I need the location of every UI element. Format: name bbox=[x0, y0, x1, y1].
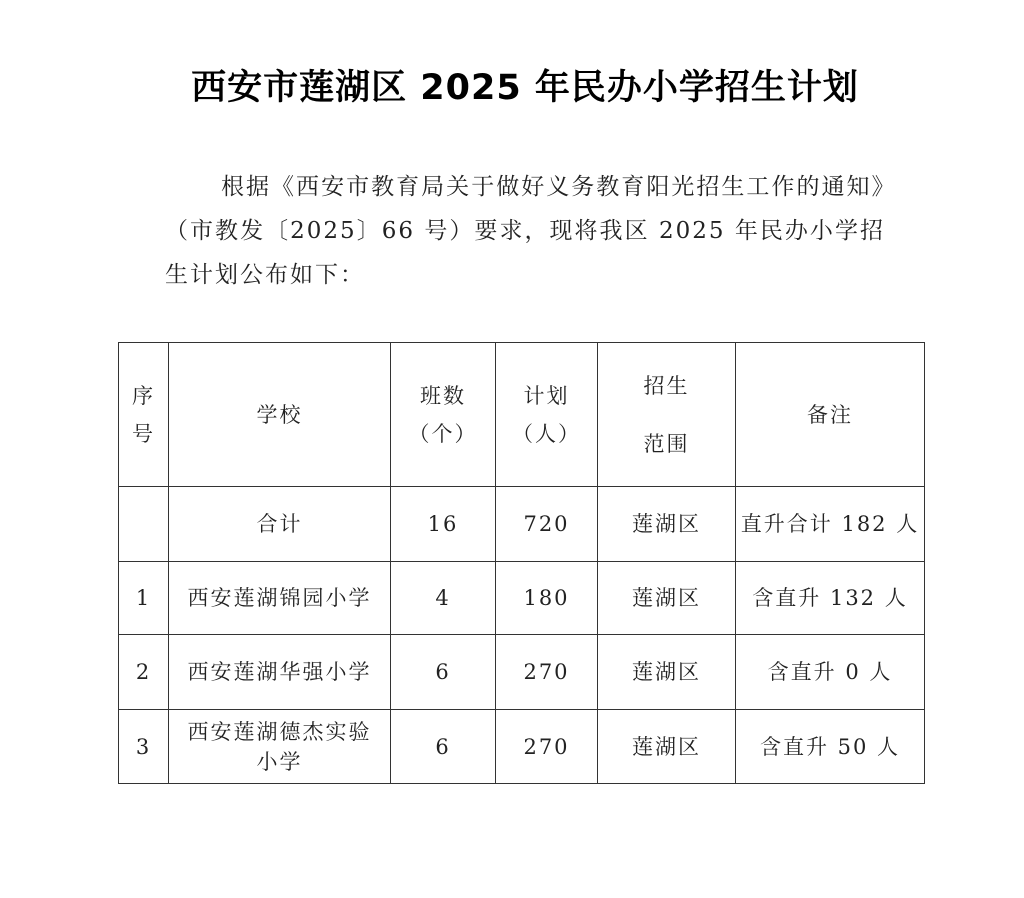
header-index-line2: 号 bbox=[132, 421, 155, 446]
header-range-line1: 招生 bbox=[643, 373, 690, 398]
cell-remark: 直升合计 182 人 bbox=[736, 487, 925, 562]
table-row bbox=[119, 562, 925, 635]
cell-range: 莲湖区 bbox=[598, 710, 736, 784]
cell-remark: 含直升 132 人 bbox=[736, 562, 925, 635]
cell-school: 西安莲湖德杰实验小学 bbox=[169, 710, 391, 784]
cell-plan: 270 bbox=[496, 710, 598, 784]
header-index bbox=[119, 343, 169, 487]
cell-classes: 6 bbox=[391, 635, 496, 710]
cell-index: 1 bbox=[119, 562, 169, 635]
cell-range: 莲湖区 bbox=[598, 487, 736, 562]
cell-classes: 6 bbox=[391, 710, 496, 784]
header-remark bbox=[736, 343, 925, 487]
cell-plan: 720 bbox=[496, 487, 598, 562]
cell-classes: 16 bbox=[391, 487, 496, 562]
table-row-total bbox=[119, 487, 925, 562]
header-classes bbox=[391, 343, 496, 487]
cell-school: 西安莲湖锦园小学 bbox=[169, 562, 391, 635]
cell-school: 西安莲湖华强小学 bbox=[169, 635, 391, 710]
header-range bbox=[598, 343, 736, 487]
table-row bbox=[119, 635, 925, 710]
header-plan bbox=[496, 343, 598, 487]
enrollment-plan-table bbox=[118, 342, 925, 784]
header-plan-line2: （人） bbox=[512, 421, 581, 446]
header-school bbox=[169, 343, 391, 487]
header-range-line2: 范围 bbox=[643, 431, 690, 456]
cell-index bbox=[119, 487, 169, 562]
cell-index: 2 bbox=[119, 635, 169, 710]
header-index-line1: 序 bbox=[132, 383, 155, 408]
intro-paragraph: 根据《西安市教育局关于做好义务教育阳光招生工作的通知》（市教发〔2025〕66 号）要求，现将我区 2025 年民办小学招生计划公布如下： bbox=[165, 174, 885, 288]
cell-plan: 270 bbox=[496, 635, 598, 710]
cell-classes: 4 bbox=[391, 562, 496, 635]
table-header-row bbox=[119, 343, 925, 487]
header-school-label: 学校 bbox=[256, 402, 303, 427]
cell-remark: 含直升 50 人 bbox=[736, 710, 925, 784]
header-remark-label: 备注 bbox=[807, 402, 853, 427]
cell-index: 3 bbox=[119, 710, 169, 784]
cell-range: 莲湖区 bbox=[598, 562, 736, 635]
cell-plan: 180 bbox=[496, 562, 598, 635]
header-plan-line1: 计划 bbox=[523, 383, 570, 408]
document-title: 西安市莲湖区 2025 年民办小学招生计划 bbox=[191, 68, 859, 108]
cell-range: 莲湖区 bbox=[598, 635, 736, 710]
header-classes-line1: 班数 bbox=[420, 383, 466, 408]
table-row bbox=[119, 710, 925, 784]
header-classes-line2: （个） bbox=[408, 421, 478, 446]
cell-school: 合计 bbox=[169, 487, 391, 562]
cell-remark: 含直升 0 人 bbox=[736, 635, 925, 710]
